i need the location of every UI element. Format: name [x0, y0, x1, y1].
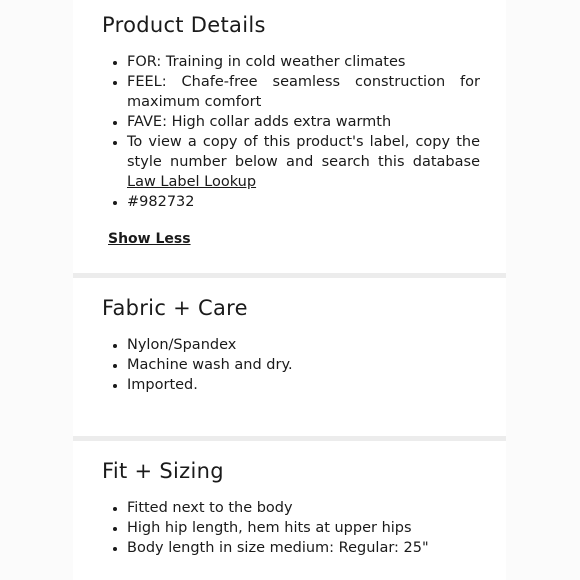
fit-sizing-section — [102, 458, 480, 558]
list-item: • Body length in size medium: Regular: 25" — [127, 538, 480, 558]
product-details-list — [102, 52, 480, 212]
list-item: • Machine wash and dry. — [127, 355, 480, 375]
law-label-lookup-link[interactable]: Law Label Lookup — [127, 174, 257, 190]
label-lookup-text: To view a copy of this product's label, copy the style number below and search this database — [127, 134, 480, 170]
list-item: • FEEL: Chafe-free seamless construction for maximum comfort — [127, 72, 480, 112]
list-item: • Imported. — [127, 375, 480, 395]
fit-sizing-list — [102, 498, 480, 558]
fabric-care-list — [102, 335, 480, 395]
fabric-care-section — [102, 295, 480, 395]
list-item: • FAVE: High collar adds extra warmth — [127, 112, 480, 132]
section-divider — [73, 436, 506, 441]
fabric-care-title: Fabric + Care — [102, 296, 248, 320]
list-item: • FOR: Training in cold weather climates — [127, 52, 480, 72]
section-divider — [73, 273, 506, 278]
product-details-section — [102, 12, 480, 212]
list-item: • Fitted next to the body — [127, 498, 480, 518]
fit-sizing-title: Fit + Sizing — [102, 459, 224, 483]
show-less-button[interactable]: Show Less — [108, 231, 191, 247]
style-number: • #982732 — [127, 192, 480, 212]
list-item-label-lookup — [127, 132, 480, 192]
list-item: • High hip length, hem hits at upper hips — [127, 518, 480, 538]
left-margin — [0, 0, 73, 580]
product-details-title: Product Details — [102, 13, 266, 37]
list-item: • Nylon/Spandex — [127, 335, 480, 355]
right-margin — [506, 0, 580, 580]
